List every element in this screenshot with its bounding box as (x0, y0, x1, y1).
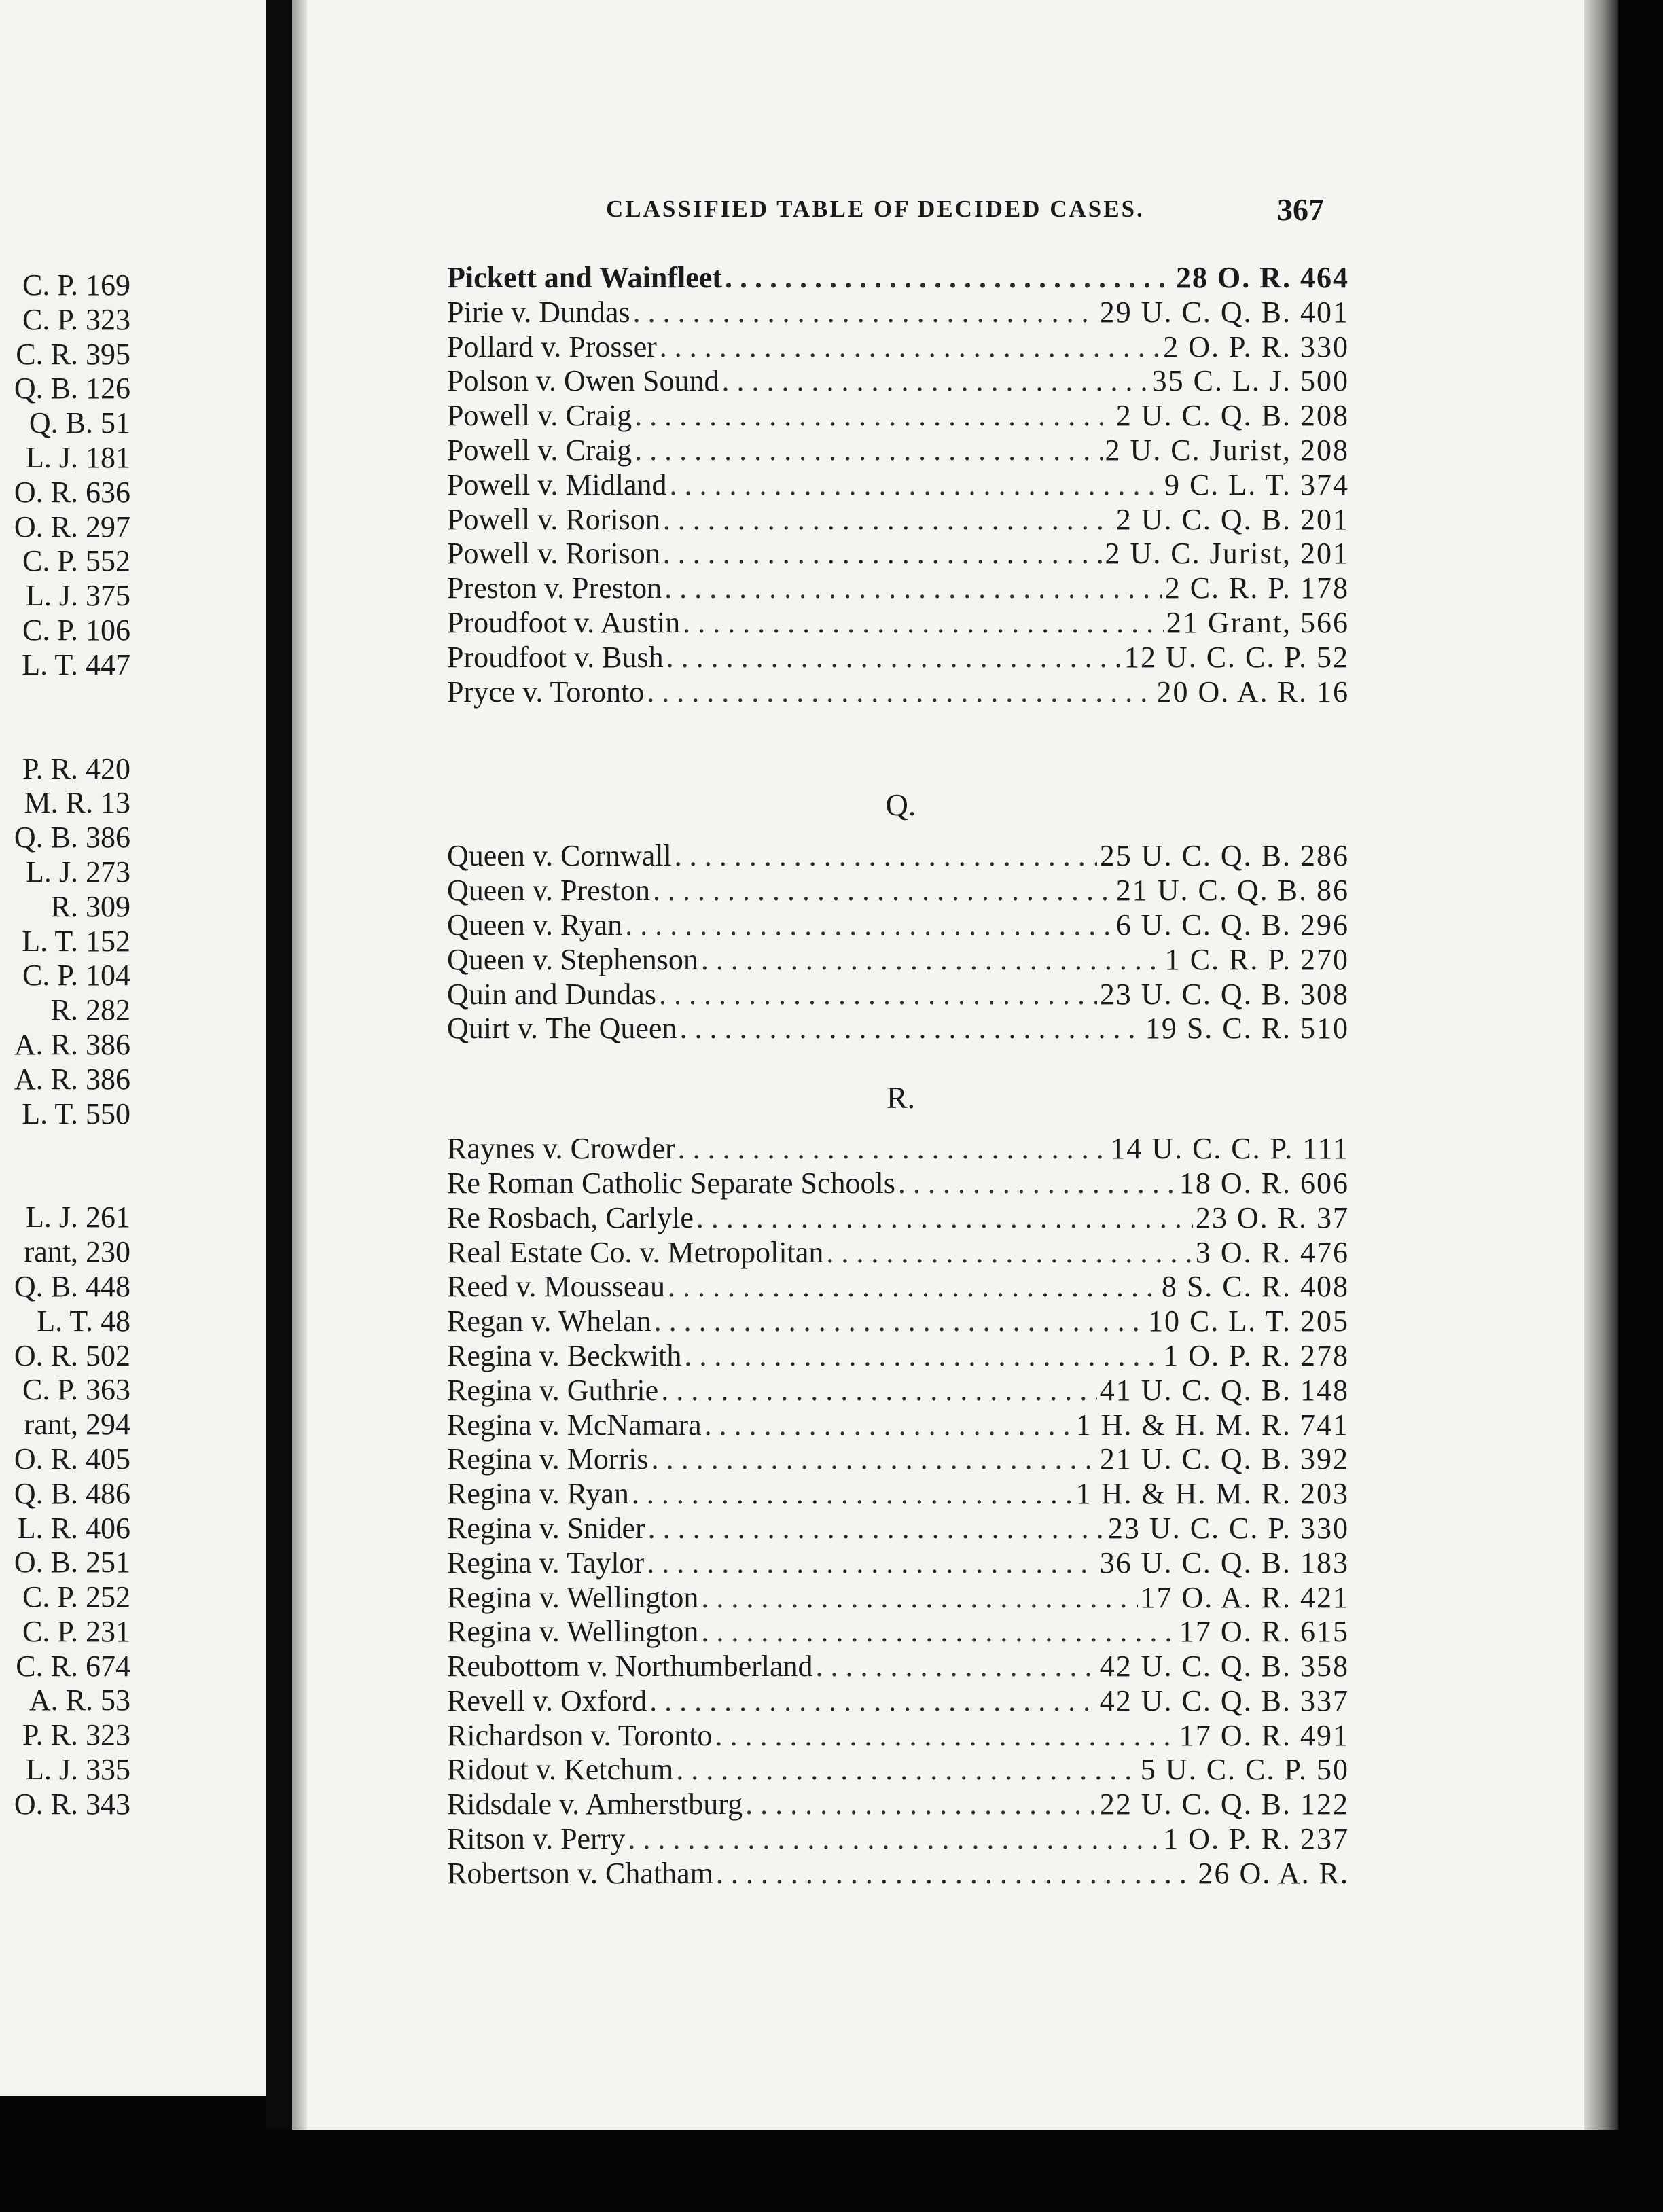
left-citation-fragment: Q. B. 448 (14, 1269, 130, 1303)
left-citation-fragment: R. 309 (50, 889, 130, 923)
page-number: 367 (1277, 192, 1324, 227)
left-citation-fragment: C. P. 169 (22, 268, 130, 302)
case-entry (447, 1408, 1349, 1443)
section-p (447, 261, 1349, 709)
left-citation-fragment: L. J. 335 (26, 1753, 130, 1787)
case-name: Reed v. Mousseau (447, 1270, 665, 1304)
case-entry (447, 261, 1349, 296)
left-citation-fragment: rant, 230 (24, 1235, 130, 1269)
dot-leader (745, 1787, 1097, 1822)
left-page-fragment (0, 0, 266, 2096)
case-name: Raynes v. Crowder (447, 1132, 675, 1166)
case-name: Preston v. Preston (447, 571, 662, 605)
case-citation: 25 U. C. Q. B. 286 (1099, 839, 1349, 873)
case-citation: 41 U. C. Q. B. 148 (1099, 1373, 1349, 1407)
case-name: Queen v. Preston (447, 874, 650, 908)
left-citation-fragment: A. R. 386 (14, 1062, 130, 1096)
case-name: Powell v. Craig (447, 399, 632, 433)
case-entry (447, 1012, 1349, 1046)
case-citation: 21 U. C. Q. B. 392 (1099, 1442, 1349, 1476)
case-entry (447, 1132, 1349, 1166)
dot-leader (669, 468, 1161, 503)
case-name: Powell v. Rorison (447, 502, 660, 536)
case-entry (447, 1166, 1349, 1201)
case-entry (447, 978, 1349, 1012)
case-entry (447, 296, 1349, 330)
case-citation: 2 U. C. Jurist, 208 (1105, 433, 1349, 467)
case-entry (447, 1477, 1349, 1512)
left-citation-fragment: C. P. 552 (22, 544, 130, 578)
left-citation-fragment: C. P. 323 (22, 302, 130, 336)
case-entry (447, 1753, 1349, 1787)
case-citation: 17 O. A. R. 421 (1140, 1580, 1349, 1614)
case-citation: 28 O. R. 464 (1176, 261, 1349, 294)
case-name: Regina v. Morris (447, 1442, 649, 1476)
section-letter-q: Q. (885, 787, 916, 823)
left-citation-fragment: L. T. 550 (22, 1096, 130, 1130)
left-citation-fragment: O. R. 636 (14, 475, 130, 509)
case-name: Pickett and Wainfleet (447, 261, 722, 294)
case-entry (447, 1546, 1349, 1581)
case-entry (447, 1684, 1349, 1719)
case-name: Pryce v. Toronto (447, 675, 645, 709)
case-citation: 2 U. C. Q. B. 201 (1115, 502, 1349, 536)
section-letter-r: R. (886, 1080, 916, 1116)
dot-leader (651, 1442, 1097, 1477)
case-name: Regan v. Whelan (447, 1304, 651, 1338)
left-citation-fragment: L. J. 273 (26, 855, 130, 889)
case-name: Richardson v. Toronto (447, 1718, 713, 1752)
case-entry (447, 1442, 1349, 1477)
left-citation-fragment: L. J. 181 (26, 440, 130, 474)
case-citation: 1 H. & H. M. R. 203 (1075, 1477, 1349, 1511)
book-gutter (266, 0, 292, 2212)
case-citation: 42 U. C. Q. B. 358 (1099, 1649, 1349, 1683)
case-citation: 35 C. L. J. 500 (1151, 364, 1349, 398)
case-entry (447, 571, 1349, 606)
case-table (447, 261, 1349, 1891)
case-name: Powell v. Midland (447, 467, 667, 501)
dot-leader (704, 1408, 1073, 1443)
dot-leader (647, 675, 1154, 710)
case-citation: 14 U. C. C. P. 111 (1110, 1132, 1349, 1166)
case-name: Regina v. Snider (447, 1511, 645, 1545)
case-entry (447, 364, 1349, 399)
background-bottom (0, 2130, 1663, 2212)
case-entry (447, 1339, 1349, 1374)
dot-leader (816, 1649, 1097, 1684)
case-entry (447, 1719, 1349, 1753)
left-citation-fragment: Q. B. 51 (29, 406, 130, 440)
left-citation-fragment: C. P. 363 (22, 1373, 130, 1407)
dot-leader (675, 839, 1097, 874)
left-citation-fragment: C. R. 395 (16, 337, 130, 371)
dot-leader (668, 1270, 1159, 1304)
left-citation-fragment: O. R. 297 (14, 510, 130, 543)
case-name: Pollard v. Prosser (447, 329, 657, 363)
case-entry (447, 468, 1349, 503)
left-citation-fragment: O. R. 343 (14, 1787, 130, 1821)
case-entry (447, 1857, 1349, 1891)
case-entry (447, 1270, 1349, 1304)
left-citation-fragment: O. R. 502 (14, 1338, 130, 1372)
case-name: Re Roman Catholic Separate Schools (447, 1166, 895, 1200)
dot-leader (648, 1512, 1105, 1546)
case-name: Regina v. Ryan (447, 1477, 629, 1511)
case-citation: 10 C. L. T. 205 (1147, 1304, 1349, 1338)
dot-leader (716, 1857, 1196, 1891)
case-name: Re Rosbach, Carlyle (447, 1200, 694, 1234)
case-name: Proudfoot v. Austin (447, 605, 681, 639)
case-name: Queen v. Cornwall (447, 839, 672, 873)
case-name: Pirie v. Dundas (447, 295, 630, 329)
dot-leader (676, 1753, 1138, 1787)
case-citation: 5 U. C. C. P. 50 (1140, 1753, 1349, 1787)
case-entry (447, 330, 1349, 365)
left-citation-fragment: L. R. 406 (17, 1511, 130, 1545)
case-entry (447, 1581, 1349, 1616)
case-name: Regina v. Taylor (447, 1546, 645, 1580)
left-citation-fragment: Q. B. 126 (14, 372, 130, 406)
case-name: Ridsdale v. Amherstburg (447, 1787, 743, 1821)
dot-leader (664, 571, 1162, 606)
case-citation: 21 Grant, 566 (1166, 605, 1349, 639)
left-citation-fragment: C. P. 106 (22, 613, 130, 647)
left-citation-fragment: P. R. 323 (22, 1718, 130, 1752)
case-entry (447, 537, 1349, 571)
background-right (1618, 0, 1663, 2212)
case-entry (447, 1236, 1349, 1270)
case-citation: 2 U. C. Jurist, 201 (1105, 537, 1349, 571)
dot-leader (696, 1201, 1193, 1236)
case-entry (447, 606, 1349, 641)
case-citation: 29 U. C. Q. B. 401 (1099, 295, 1349, 329)
left-citation-fragment: C. R. 674 (16, 1649, 130, 1683)
case-name: Robertson v. Chatham (447, 1856, 713, 1890)
case-name: Regina v. Wellington (447, 1580, 699, 1614)
case-name: Queen v. Ryan (447, 908, 623, 942)
case-citation: 8 S. C. R. 408 (1161, 1270, 1349, 1304)
left-citation-fragment: L. J. 261 (26, 1200, 130, 1234)
case-citation: 17 O. R. 615 (1179, 1615, 1349, 1649)
case-entry (447, 1649, 1349, 1684)
dot-leader (649, 1684, 1097, 1719)
case-entry (447, 908, 1349, 943)
case-citation: 18 O. R. 606 (1179, 1166, 1349, 1200)
dot-leader (683, 606, 1164, 641)
dot-leader (625, 908, 1113, 943)
case-citation: 19 S. C. R. 510 (1145, 1012, 1349, 1046)
right-page (307, 0, 1584, 2130)
left-citation-fragment: R. 282 (50, 993, 130, 1027)
case-entry (447, 1201, 1349, 1236)
dot-leader (647, 1546, 1097, 1581)
case-name: Regina v. Wellington (447, 1615, 699, 1649)
case-name: Powell v. Rorison (447, 537, 660, 571)
page-edge (1584, 0, 1618, 2160)
case-citation: 1 C. R. P. 270 (1164, 942, 1349, 976)
case-citation: 2 C. R. P. 178 (1164, 571, 1349, 605)
dot-leader (653, 874, 1113, 908)
dot-leader (826, 1236, 1193, 1270)
case-citation: 3 O. R. 476 (1195, 1235, 1349, 1269)
gutter-shadow (292, 0, 307, 2212)
dot-leader (679, 1012, 1142, 1046)
dot-leader (701, 943, 1162, 978)
case-citation: 23 U. C. Q. B. 308 (1099, 977, 1349, 1011)
case-name: Ridout v. Ketchum (447, 1753, 674, 1787)
case-name: Regina v. Guthrie (447, 1373, 659, 1407)
case-entry (447, 503, 1349, 537)
case-citation: 42 U. C. Q. B. 337 (1099, 1683, 1349, 1717)
case-entry (447, 675, 1349, 710)
case-entry (447, 433, 1349, 468)
case-name: Ritson v. Perry (447, 1822, 626, 1856)
dot-leader (660, 330, 1160, 365)
case-entry (447, 943, 1349, 978)
case-name: Proudfoot v. Bush (447, 640, 664, 674)
left-citation-fragment: Q. B. 386 (14, 821, 130, 855)
left-page-citations (14, 268, 130, 1822)
dot-leader (661, 1374, 1097, 1408)
case-entry (447, 1304, 1349, 1339)
left-citation-fragment: L. T. 447 (22, 647, 130, 681)
case-entry (447, 1374, 1349, 1408)
dot-leader (666, 641, 1122, 675)
left-citation-fragment: L. T. 48 (37, 1304, 130, 1338)
left-citation-fragment: C. P. 252 (22, 1580, 130, 1614)
left-citation-fragment: C. P. 231 (22, 1614, 130, 1648)
case-citation: 6 U. C. Q. B. 296 (1115, 908, 1349, 942)
left-citation-fragment: A. R. 53 (29, 1683, 130, 1717)
dot-leader (634, 399, 1113, 433)
case-entry (447, 874, 1349, 908)
section-q (447, 771, 1349, 1046)
dot-leader (663, 537, 1103, 571)
case-name: Polson v. Owen Sound (447, 364, 719, 398)
left-citation-fragment: rant, 294 (24, 1408, 130, 1442)
case-citation: 23 O. R. 37 (1195, 1200, 1349, 1234)
left-citation-fragment: L. T. 152 (22, 924, 130, 958)
case-name: Real Estate Co. v. Metropolitan (447, 1235, 824, 1269)
dot-leader (659, 978, 1097, 1012)
case-citation: 17 O. R. 491 (1179, 1718, 1349, 1752)
section-r (447, 1064, 1349, 1891)
case-citation: 2 O. P. R. 330 (1163, 329, 1349, 363)
dot-leader (898, 1166, 1177, 1201)
left-citation-fragment: P. R. 420 (22, 751, 130, 785)
case-entry (447, 1512, 1349, 1546)
dot-leader (632, 1477, 1073, 1512)
dot-leader (663, 503, 1113, 537)
left-citation-fragment: O. B. 251 (14, 1546, 130, 1580)
case-name: Quirt v. The Queen (447, 1012, 677, 1046)
case-name: Quin and Dundas (447, 977, 656, 1011)
case-citation: 1 O. P. R. 237 (1163, 1822, 1349, 1856)
dot-leader (722, 364, 1149, 399)
case-entry (447, 641, 1349, 675)
case-entry (447, 1615, 1349, 1649)
dot-leader (678, 1132, 1108, 1166)
case-name: Powell v. Craig (447, 433, 632, 467)
dot-leader (725, 261, 1173, 296)
running-head: CLASSIFIED TABLE OF DECIDED CASES. (606, 196, 1145, 222)
case-name: Regina v. Beckwith (447, 1338, 682, 1372)
case-citation: 22 U. C. Q. B. 122 (1099, 1787, 1349, 1821)
left-citation-fragment: L. J. 375 (26, 579, 130, 613)
dot-leader (684, 1339, 1160, 1374)
left-citation-fragment: A. R. 386 (14, 1027, 130, 1061)
dot-leader (634, 433, 1102, 468)
case-citation: 26 O. A. R. (1198, 1856, 1349, 1890)
dot-leader (701, 1615, 1176, 1649)
case-entry (447, 839, 1349, 874)
case-citation: 23 U. C. C. P. 330 (1107, 1511, 1349, 1545)
dot-leader (654, 1304, 1145, 1339)
case-entry (447, 399, 1349, 433)
dot-leader (701, 1581, 1137, 1616)
case-entry (447, 1787, 1349, 1822)
dot-leader (633, 296, 1097, 330)
left-citation-fragment: M. R. 13 (24, 786, 130, 820)
case-name: Regina v. McNamara (447, 1408, 702, 1442)
case-name: Reubottom v. Northumberland (447, 1649, 813, 1683)
case-citation: 1 O. P. R. 278 (1163, 1338, 1349, 1372)
case-name: Queen v. Stephenson (447, 942, 698, 976)
left-citation-fragment: O. R. 405 (14, 1442, 130, 1476)
case-entry (447, 1822, 1349, 1857)
case-citation: 9 C. L. T. 374 (1164, 467, 1349, 501)
dot-leader (715, 1719, 1176, 1753)
dot-leader (628, 1822, 1160, 1857)
case-citation: 1 H. & H. M. R. 741 (1075, 1408, 1349, 1442)
case-citation: 20 O. A. R. 16 (1156, 675, 1349, 709)
case-citation: 2 U. C. Q. B. 208 (1115, 399, 1349, 433)
left-citation-fragment: Q. B. 486 (14, 1476, 130, 1510)
case-citation: 36 U. C. Q. B. 183 (1099, 1546, 1349, 1580)
case-citation: 21 U. C. Q. B. 86 (1115, 874, 1349, 908)
left-citation-fragment: C. P. 104 (22, 959, 130, 993)
case-citation: 12 U. C. C. P. 52 (1124, 640, 1349, 674)
case-name: Revell v. Oxford (447, 1683, 647, 1717)
